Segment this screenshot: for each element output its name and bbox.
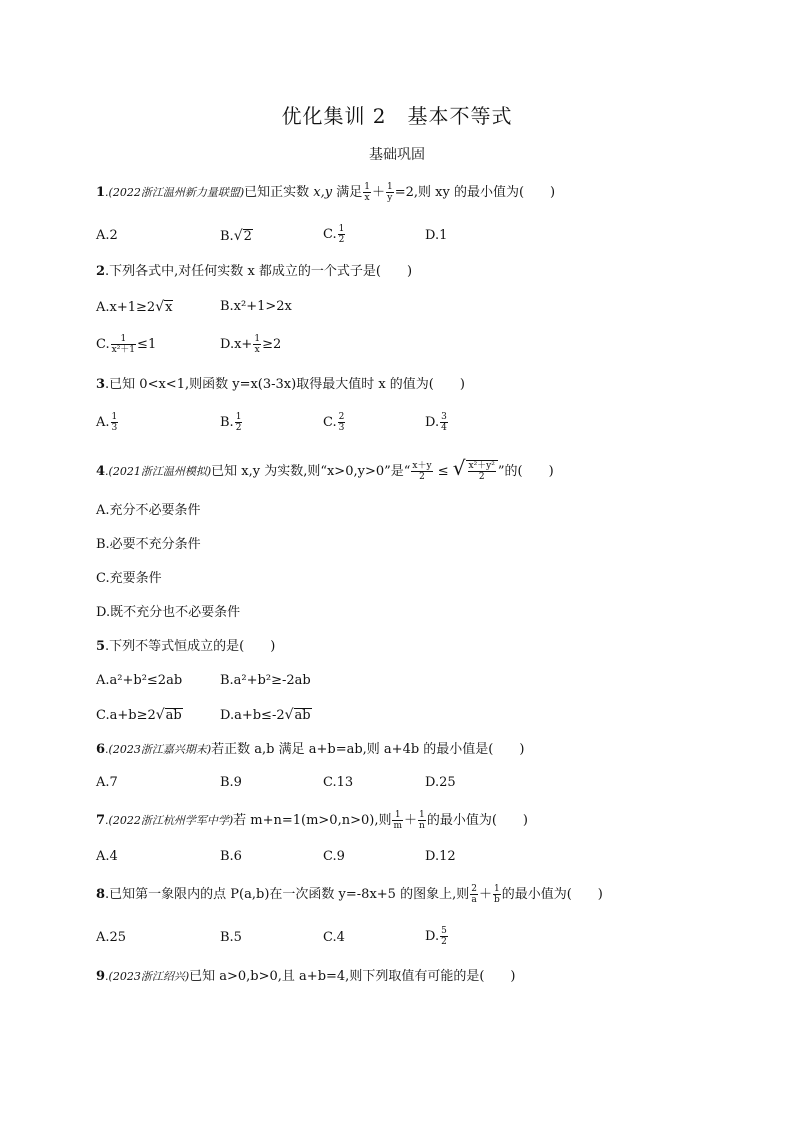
option-d: D.1	[425, 228, 448, 243]
question-text: 已知正实数	[244, 185, 314, 200]
fraction	[392, 810, 403, 831]
numerator: 1	[364, 182, 370, 192]
numerator: 1	[493, 884, 500, 894]
option-b: B.9	[220, 775, 242, 790]
question-text: 若 m+n=1(m>0,n>0),则	[233, 813, 392, 828]
question-vars: x,y	[313, 185, 333, 200]
radicand	[466, 460, 498, 482]
denominator: 3	[338, 423, 345, 433]
question-7	[96, 810, 528, 831]
option-c	[323, 224, 346, 245]
option-c: C.4	[323, 930, 345, 945]
denominator: a	[471, 895, 477, 905]
radicand: x	[165, 300, 173, 315]
numerator: 1	[254, 334, 261, 344]
plus-sign: ＋	[478, 887, 492, 902]
question-5	[96, 637, 275, 657]
radicand: ab	[165, 708, 182, 723]
fraction	[411, 461, 432, 482]
question-9	[96, 967, 515, 987]
page-title: 优化集训 2 基本不等式	[281, 104, 513, 128]
question-source: .(2023浙江绍兴)	[105, 970, 190, 983]
option-b	[220, 412, 243, 433]
option-c	[96, 334, 156, 355]
denominator: b	[493, 895, 500, 905]
fraction	[338, 412, 346, 433]
option-a: A.25	[96, 930, 127, 945]
option-b: B.x²+1>2x	[220, 299, 292, 314]
radicand: ab	[294, 708, 311, 723]
denominator: x	[254, 345, 260, 355]
option-a: A.7	[96, 775, 118, 790]
question-number: 8	[96, 887, 106, 902]
denominator: y	[387, 193, 393, 203]
question-8	[96, 884, 603, 905]
plus-sign: ＋	[404, 813, 418, 828]
numerator: x²＋y²	[468, 461, 495, 471]
option-a	[96, 412, 119, 433]
question-2	[96, 262, 412, 282]
option-d	[220, 334, 281, 355]
radical-sign: √	[452, 456, 466, 480]
numerator: 5	[441, 926, 447, 936]
denominator: 3	[111, 423, 118, 433]
question-number: 4	[96, 464, 106, 479]
question-text: .下列不等式恒成立的是( )	[105, 639, 276, 654]
option-label: B.	[220, 229, 234, 244]
question-text: ”的( )	[497, 464, 554, 479]
option-label: C.	[323, 227, 337, 242]
fraction	[386, 182, 394, 203]
option-d: D.12	[425, 849, 456, 864]
numerator: 1	[386, 182, 393, 192]
option-label: D.x+	[220, 337, 253, 352]
radical-sign: √	[155, 299, 165, 315]
option-c: C.9	[323, 849, 345, 864]
question-source: .(2023浙江嘉兴期末)	[105, 743, 212, 756]
option-a	[96, 297, 173, 318]
section-heading: 基础巩固	[369, 147, 425, 163]
fraction	[111, 334, 136, 355]
option-label: A.x+1≥2	[96, 300, 156, 315]
question-text: 的最小值为( )	[426, 813, 528, 828]
question-number: 9	[96, 969, 106, 984]
option-label: B.	[220, 415, 234, 430]
option-d: D.既不充分也不必要条件	[96, 605, 241, 620]
option-c: C.充要条件	[96, 571, 162, 586]
question-1	[96, 182, 555, 203]
option-label: C.	[323, 415, 337, 430]
option-a: A.充分不必要条件	[96, 503, 201, 518]
radical-sign: √	[233, 228, 243, 244]
fraction	[235, 412, 243, 433]
fraction	[468, 461, 496, 482]
denominator: 2	[419, 472, 425, 482]
option-b: B.5	[220, 930, 242, 945]
question-number: 1	[96, 185, 106, 200]
fraction	[470, 884, 478, 905]
fraction	[363, 182, 371, 203]
option-d	[425, 926, 449, 947]
option-label: D.	[425, 415, 440, 430]
question-4	[96, 458, 554, 482]
question-number: 3	[96, 377, 106, 392]
fraction	[440, 412, 448, 433]
option-a: A.2	[96, 228, 118, 243]
numerator: 1	[111, 412, 118, 422]
option-b: B.6	[220, 849, 242, 864]
question-number: 2	[96, 264, 106, 279]
question-source: .(2022浙江杭州学军中学)	[105, 814, 234, 827]
numerator: 1	[419, 810, 425, 820]
denominator: 4	[441, 423, 447, 433]
denominator: x	[364, 193, 370, 203]
denominator: 2	[441, 937, 447, 947]
option-d	[425, 412, 449, 433]
option-text: ≥2	[262, 337, 282, 352]
denominator: 2	[235, 423, 242, 433]
denominator: x²＋1	[111, 345, 136, 355]
question-text: 满足	[332, 185, 363, 200]
option-c	[96, 705, 183, 726]
option-label: D.	[425, 929, 440, 944]
question-number: 6	[96, 742, 106, 757]
question-3	[96, 375, 465, 395]
option-d: D.25	[425, 775, 456, 790]
numerator: 1	[338, 224, 345, 234]
question-source: .(2021浙江温州模拟)	[105, 465, 212, 478]
numerator: 2	[338, 412, 345, 422]
question-text: .已知第一象限内的点 P(a,b)在一次函数 y=-8x+5 的图象上,则	[105, 887, 470, 902]
fraction	[440, 926, 448, 947]
radical-sign: √	[284, 707, 294, 723]
numerator: 1	[111, 334, 136, 345]
question-text: 已知 a>0,b>0,且 a+b=4,则下列取值有可能的是( )	[189, 969, 516, 984]
question-text: 的最小值为( )	[501, 887, 603, 902]
denominator: 2	[478, 472, 485, 482]
question-text: 若正数 a,b 满足 a+b=ab,则 a+4b 的最小值是( )	[211, 742, 525, 757]
numerator: 1	[392, 810, 403, 821]
option-text: ≤1	[137, 337, 157, 352]
option-label: C.a+b≥2	[96, 708, 156, 723]
denominator: m	[393, 821, 402, 831]
question-number: 5	[96, 639, 106, 654]
question-source: .(2022浙江温州新力量联盟)	[105, 186, 245, 199]
numerator: 2	[471, 884, 477, 894]
question-number: 7	[96, 813, 106, 828]
option-label: C.	[96, 337, 110, 352]
radicand: 2	[243, 229, 252, 244]
radical-sign: √	[155, 707, 165, 723]
le-sign: ≤	[433, 464, 453, 479]
question-text: 已知 x,y 为实数,则“x>0,y>0”是“	[211, 464, 411, 479]
option-a: A.4	[96, 849, 118, 864]
option-d	[220, 705, 312, 726]
fraction	[418, 810, 426, 831]
option-b: B.必要不充分条件	[96, 537, 201, 552]
option-c: C.13	[323, 775, 354, 790]
option-label: A.	[96, 415, 110, 430]
option-label: D.a+b≤-2	[220, 708, 285, 723]
fraction	[493, 884, 501, 905]
denominator: n	[419, 821, 425, 831]
fraction	[338, 224, 346, 245]
denominator: 2	[338, 235, 345, 245]
numerator: 1	[235, 412, 242, 422]
option-b: B.a²+b²≥-2ab	[220, 673, 311, 688]
question-text: .已知 0<x<1,则函数 y=x(3-3x)取得最大值时 x 的值为( )	[105, 377, 465, 392]
question-6	[96, 740, 524, 760]
question-text: =2,则 xy 的最小值为( )	[394, 185, 556, 200]
fraction	[253, 334, 261, 355]
option-a: A.a²+b²≤2ab	[96, 673, 183, 688]
fraction	[111, 412, 119, 433]
numerator: x＋y	[412, 461, 432, 471]
question-text: .下列各式中,对任何实数 x 都成立的一个式子是( )	[105, 264, 413, 279]
plus-sign: ＋	[371, 185, 385, 200]
numerator: 3	[441, 412, 447, 422]
option-c	[323, 412, 346, 433]
option-b	[220, 226, 253, 247]
